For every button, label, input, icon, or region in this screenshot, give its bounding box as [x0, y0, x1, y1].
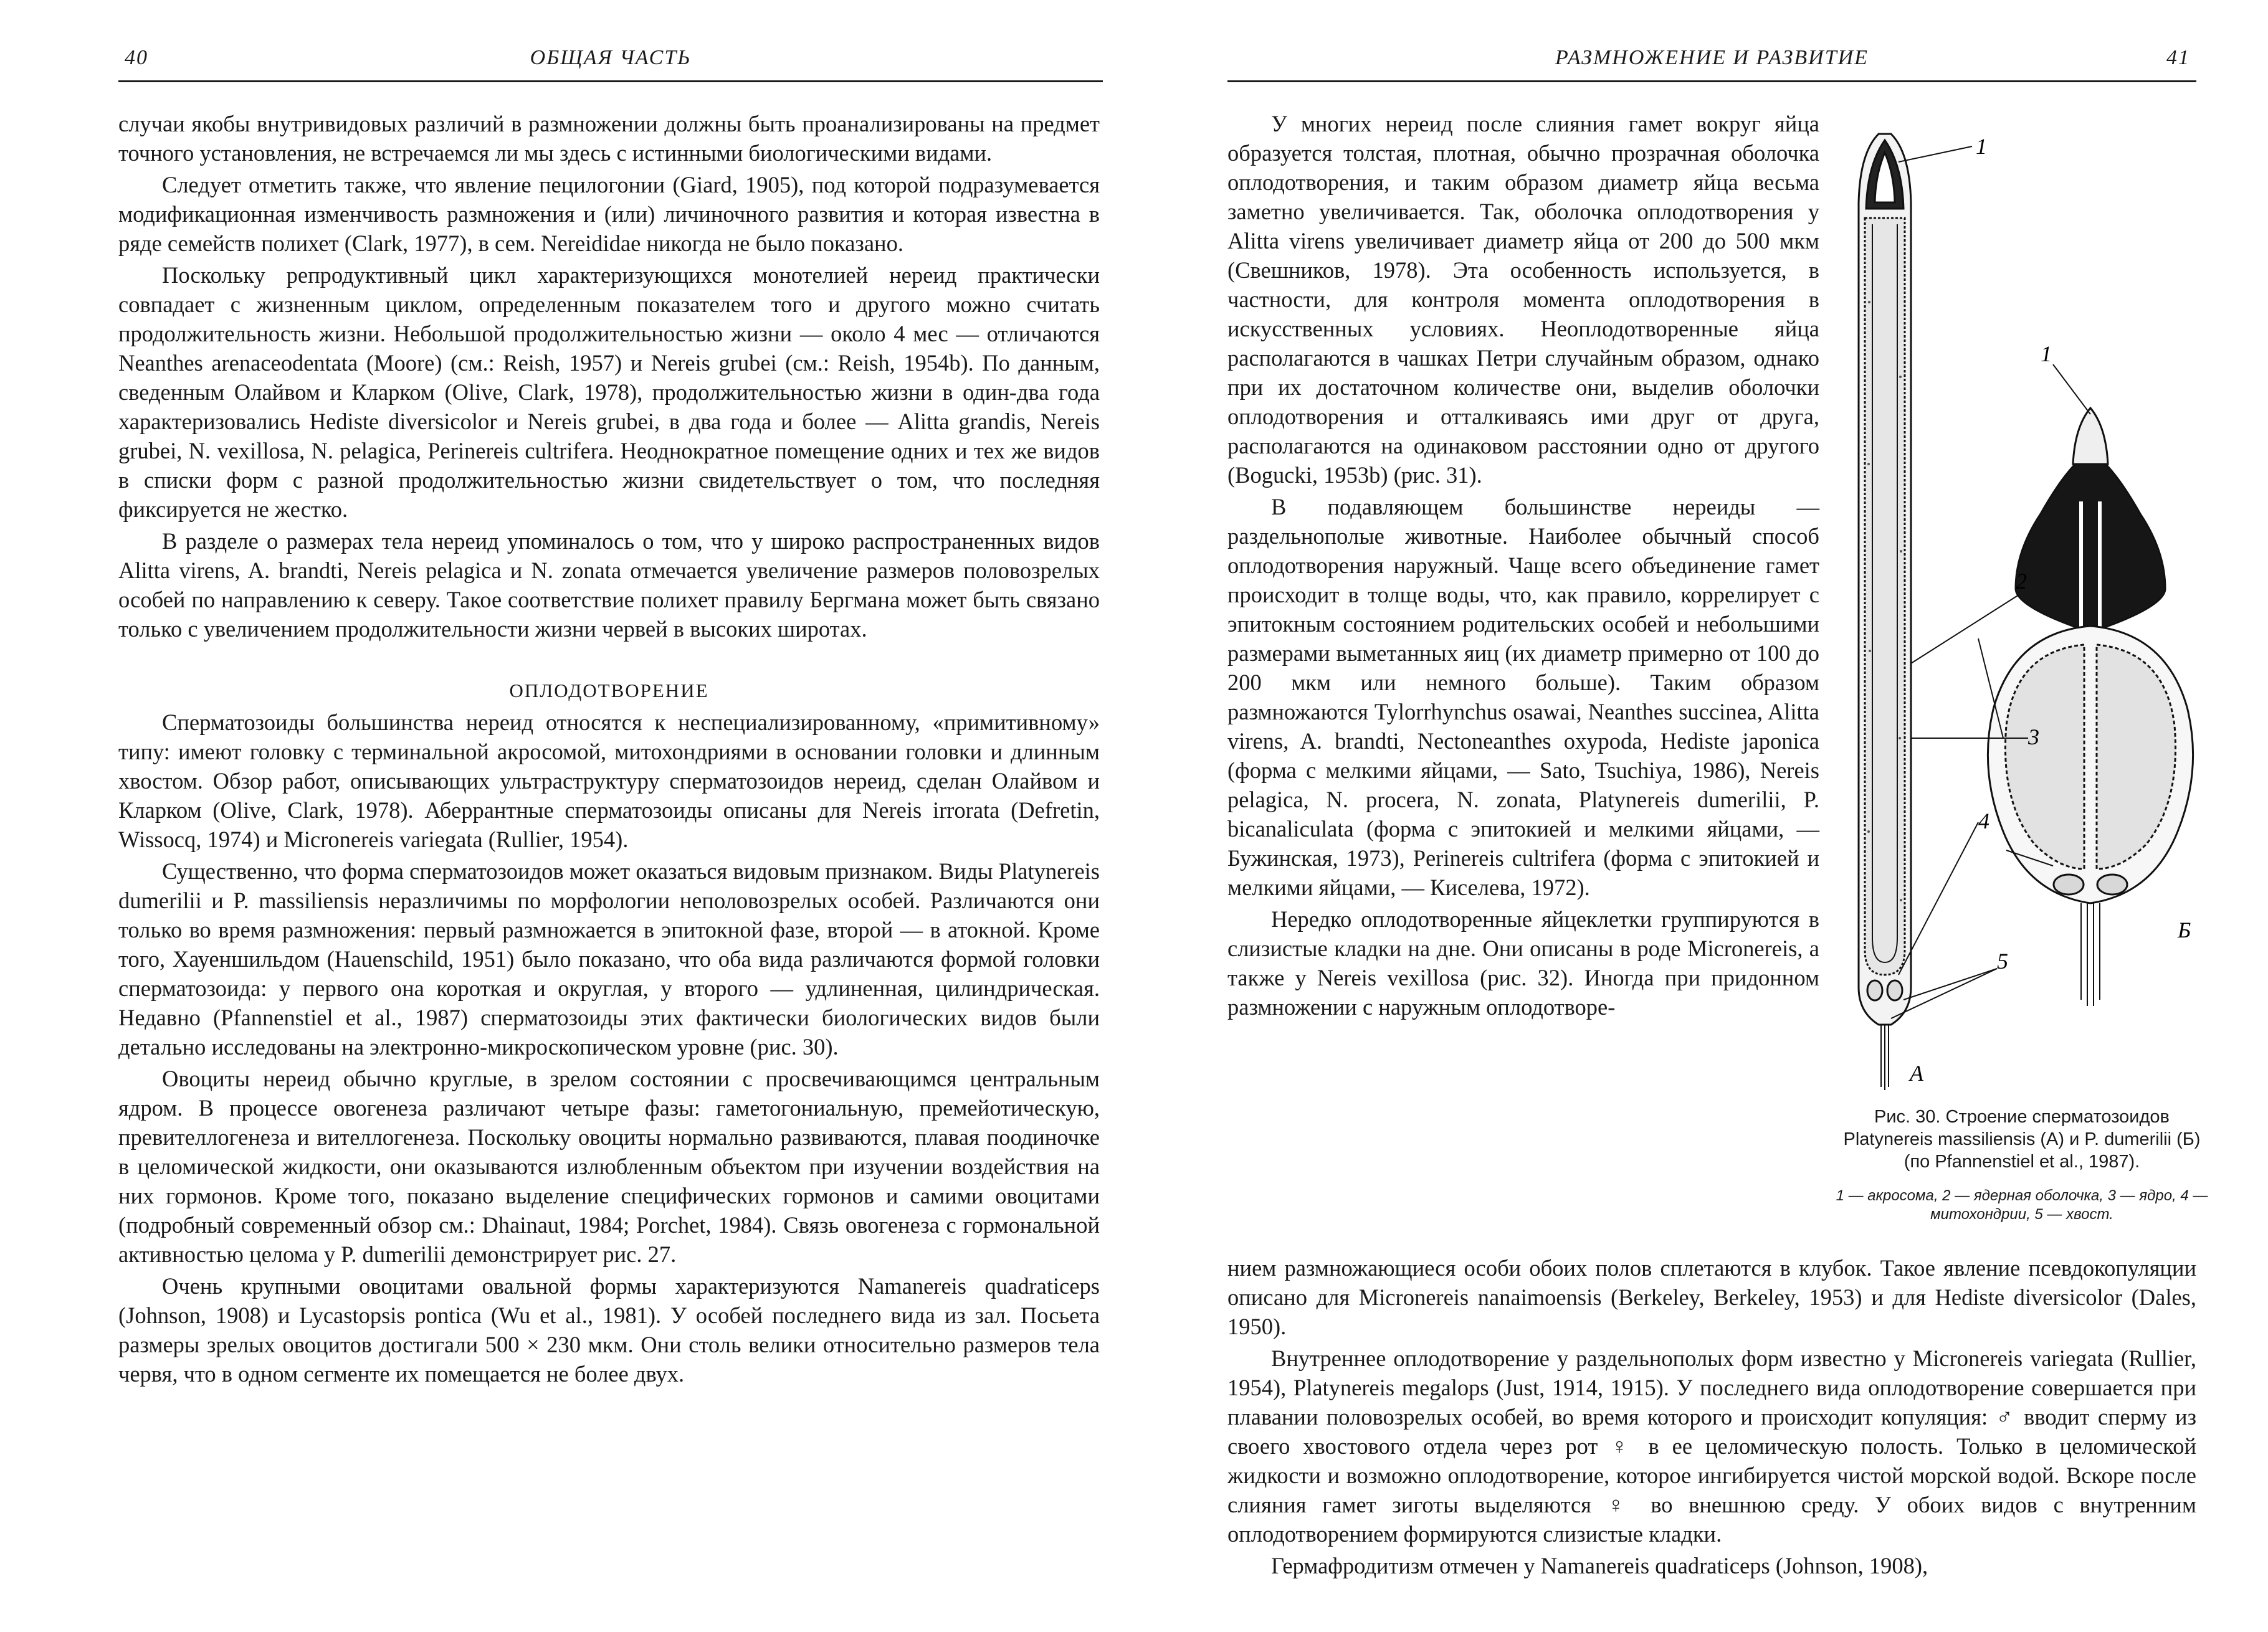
- paragraph: В разделе о размерах тела нереид упоминалось о том, что у широко распространенных видов Alitta virens, A. brandti, Nereis pelagica и N. zonata отмечается увеличение размеров половозрелых особей по направлению к северу. Такое соответствие полихет правилу Бергмана может быть связано только с увеличением продолжительности жизни червей в высоких широтах.: [118, 528, 1100, 642]
- right-running-header: [1227, 44, 2196, 82]
- right-page-number: 41: [2166, 46, 2190, 69]
- left-body-text: [118, 109, 1100, 1391]
- callout-2: 2: [2016, 569, 2027, 594]
- paragraph: Гермафродитизм отмечен у Namanereis quadraticeps (Johnson, 1908),: [1271, 1553, 1928, 1578]
- paragraph: Сперматозоиды большинства нереид относятся к неспециализированному, «примитивному» типу: имеют головку с терминальной акросомой, митохондриями в основании головки и длинным хвостом. Обзор работ, описывающих ультраструктуру сперматозоидов нереид, сделан Олайвом и Кларком (Olive, Clark, 1978). Аберрантные сперматозоиды описаны для Nereis irrorata (Defretin, Wissocq, 1974) и Micronereis variegata (Rullier, 1954).: [118, 709, 1100, 852]
- label-b: Б: [2178, 918, 2191, 942]
- paragraph: случаи якобы внутривидовых различий в размножении должны быть проанализированы на предмет точного установления, не встречаемся ли мы здесь с истинными биологическими видами.: [118, 111, 1100, 166]
- sperm-b-drawing: [1988, 408, 2193, 1006]
- paragraph: Внутреннее оплодотворение у раздельнополых форм известно у Micronereis variegata (Rullier, 1954), Platynereis megalops (Just, 1914, 1915). У последнего вида оплодотворение совершается при плавании половозрелых особей, во время которого и происходит копуляция: ♂ вводит сперму из своего хвостового отдела через рот ♀ в ее целомическую полость. Только в целомической жидкости и возможно оплодотворение, которое ингибируется чистой морской водой. Вскоре после слияния гамет зиготы выделяются ♀ во внешнюю среду. У обоих видов с внутренним оплодотворением формируются слизистые кладки.: [1227, 1345, 2196, 1547]
- caption-legend: 1 — акросома, 2 — ядерная оболочка, 3 — ядро, 4 — митохондрии, 5 — хвост.: [1836, 1187, 2208, 1223]
- paragraph: Существенно, что форма сперматозоидов может оказаться видовым признаком. Виды Platynereis dumerilii и P. massiliensis неразличимы по морфологии неполовозрелых особей. Различаются они только во время размножения: первый размножается в эпитокной фазе, второй — в атокной. Кроме того, Хауеншильдом (Hauenschild, 1951) было показано, что оба вида различаются формой головки сперматозоида: у первого она короткая и округлая, у второго — удлиненная, цилиндрическая. Недавно (Pfannenstiel et al., 1987) сперматозоиды этих фактически биологических видов были детально исследованы на электронно-микроскопическом уровне (рис. 30).: [118, 858, 1100, 1060]
- callout-4: 4: [1978, 809, 1989, 833]
- left-running-header: [118, 44, 1103, 82]
- section-heading: ОПЛОДОТВОРЕНИЕ: [509, 680, 709, 701]
- paragraph: Очень крупными овоцитами овальной формы характеризуются Namanereis quadraticeps (Johnson, 1908) и Lycastopsis pontica (Wu et al., 1981). У особей последнего вида из зал. Посьета размеры зрелых овоцитов достигали 500 × 230 мкм. Они столь велики относительно размеров тела червя, что в одном сегменте их помещается не более двух.: [118, 1273, 1100, 1387]
- right-running-head: РАЗМНОЖЕНИЕ И РАЗВИТИЕ: [1555, 46, 1869, 69]
- callout-5: 5: [1997, 949, 2008, 974]
- callout-3: 3: [2028, 724, 2039, 749]
- paragraph: Поскольку репродуктивный цикл характеризующихся монотелией нереид практически совпадает с жизненным циклом, определенным показателем того и другого можно считать продолжительность жизни. Небольшой продолжительностью жизни — около 4 мес — отличаются Neanthes arenaceodentata (Moore) (см.: Reish, 1957) и Nereis grubei (см.: Reish, 1954b). По данным, сведенным Олайвом и Кларком (Olive, Clark, 1978), продолжительностью жизни в один-два года характеризовались Hediste diversicolor и Nereis grubei, в два года и более — Alitta grandis, Nereis grubei, N. vexillosa, N. pelagica, Perinereis cultrifera. Неоднократное помещение одних и тех же видов в списки форм с разной продолжительностью жизни свидетельствует о том, что последняя фиксируется не жестко.: [118, 262, 1100, 522]
- sperm-a-drawing: [1859, 134, 1911, 1090]
- label-a: А: [1910, 1061, 1923, 1086]
- left-page-number: 40: [125, 46, 148, 69]
- callout-1-a: 1: [1976, 134, 1987, 159]
- right-wide-text: [1227, 1253, 2196, 1583]
- paragraph: В подавляющем большинстве нереиды — раздельнополые животные. Наиболее обычный способ оплодотворения наружный. Чаще всего объединение гамет происходит в толще воды, что, как правило, коррелирует с эпитокным состоянием родительских особей и небольшими размерами выметанных яиц (их диаметр примерно от 100 до 200 мкм или немного больше). Таким образом размножаются Tylorrhynchus osawai, Neanthes succinea, Alitta virens, A. brandti, Nectoneanthes oxypoda, Hediste japonica (форма с мелкими яйцами, — Sato, Tsuchiya, 1986), Nereis pelagica, N. procera, N. zonata, Platynereis dumerilii, P. bicanaliculata (форма с эпитокией и мелкими яйцами, — Бужинская, 1973), Perinereis cultrifera (форма с эпитокией и мелкими яйцами, — Киселева, 1972).: [1227, 494, 1819, 900]
- callout-1-b: 1: [2041, 341, 2052, 366]
- right-page: [1159, 0, 2268, 1632]
- figure-caption: [1829, 1106, 2215, 1224]
- paragraph: Нередко оплодотворенные яйцеклетки группируются в слизистые кладки на дне. Они описаны в роде Micronereis, а также у Nereis vexillosa (рис. 32). Иногда при придонном размножении с наружным оплодотворе-: [1227, 906, 1819, 1020]
- sperm-structure-illustration: [1829, 115, 2215, 1093]
- left-page: [0, 0, 1122, 1632]
- left-running-head: ОБЩАЯ ЧАСТЬ: [530, 46, 692, 69]
- paragraph: Овоциты нереид обычно круглые, в зрелом состоянии с просвечивающимся центральным ядром. В процессе овогенеза различают четыре фазы: гаметогониальную, премейотическую, превителлогенеза и вителлогенеза. Поскольку овоциты нормально развиваются, плавая поодиночке в целомической жидкости, они оказываются излюбленным объектом при изучении воздействия на них гормонов. Кроме того, показано выделение специфических гормонов и самими овоцитами (подробный современный обзор см.: Dhainaut, 1984; Porchet, 1984). Связь овогенеза с гормональной активностью целома у P. dumerilii демонстрирует рис. 27.: [118, 1066, 1100, 1267]
- figure-30: [1829, 115, 2215, 1223]
- caption-title: Рис. 30. Строение сперматозоидов Platynereis massiliensis (А) и P. dumerilii (Б) (по Pfannenstiel et al., 1987).: [1843, 1107, 2201, 1172]
- paragraph: У многих нереид после слияния гамет вокруг яйца образуется толстая, плотная, обычно прозрачная оболочка оплодотворения, и таким образом диаметр яйца весьма заметно увеличивается. Так, оболочка оплодотворения у Alitta virens увеличивает диаметр яйца от 200 до 500 мкм (Свешников, 1978). Эта особенность используется, в частности, для контроля момента оплодотворения в искусственных условиях. Неоплодотворенные яйца располагаются в чашках Петри случайным образом, однако при их достаточном количестве они, выделив оболочки оплодотворения и отталкиваясь ими друг от друга, располагаются на одинаковом расстоянии одно от другого (Bogucki, 1953b) (рис. 31).: [1227, 111, 1819, 488]
- paragraph: Следует отметить также, что явление пецилогонии (Giard, 1905), под которой подразумевается модификационная изменчивость размножения и (или) личиночного развития и которая известна в ряде семейств полихет (Clark, 1977), в сем. Nereididae никогда не было показано.: [118, 172, 1100, 256]
- paragraph: нием размножающиеся особи обоих полов сплетаются в клубок. Такое явление псевдокопуляции описано для Micronereis nanaimoensis (Berkeley, Berkeley, 1953) и для Hediste diversicolor (Dales, 1950).: [1227, 1255, 2196, 1339]
- right-column-text: [1227, 109, 1819, 1024]
